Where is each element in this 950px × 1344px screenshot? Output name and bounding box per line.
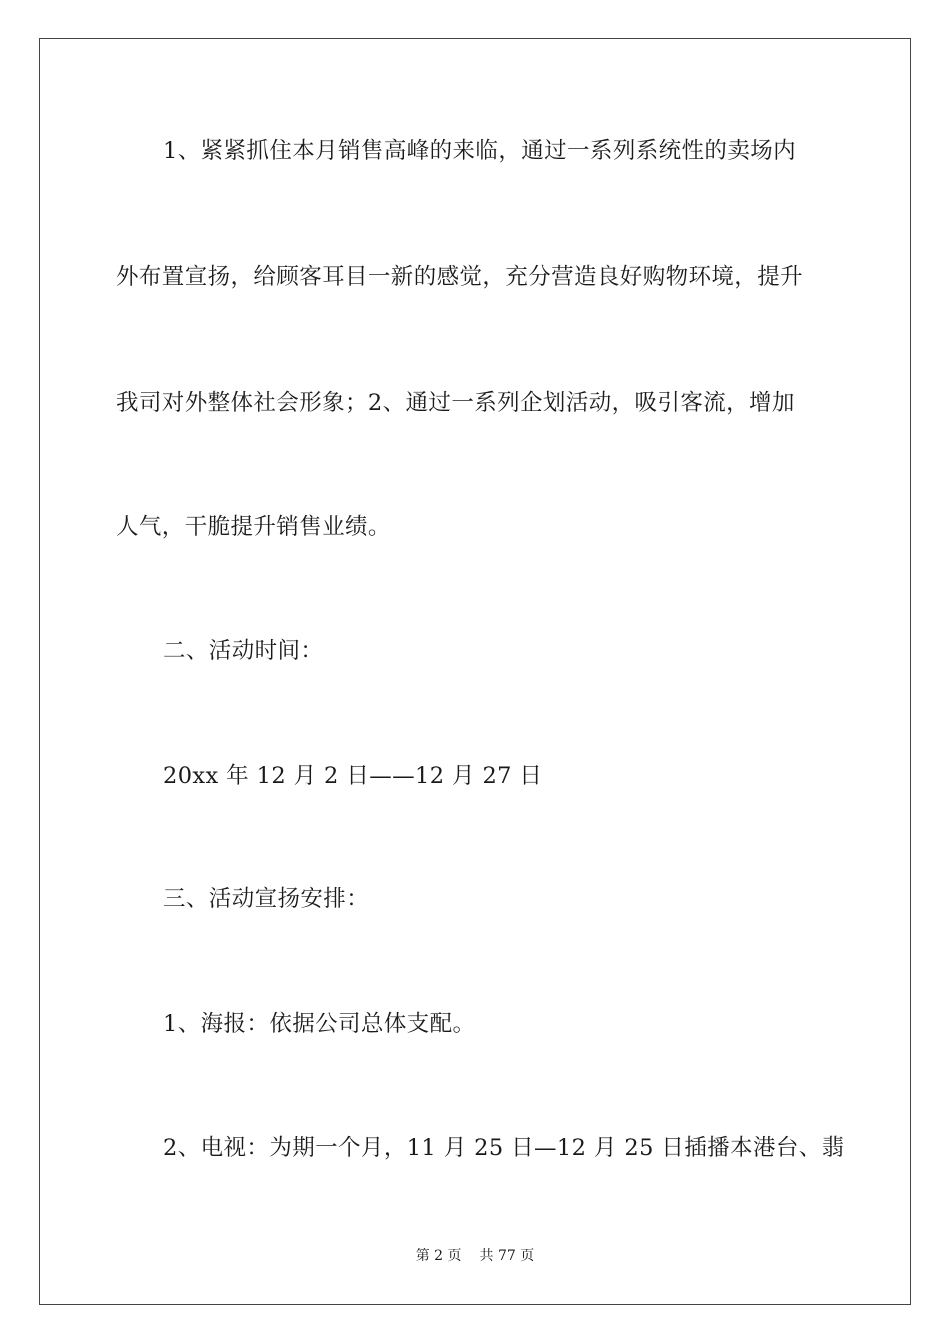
page-border — [39, 38, 911, 1305]
body-line-4: 人气，干脆提升销售业绩。 — [116, 514, 391, 540]
page-number: 第 2 页 — [415, 1248, 462, 1264]
section-heading-time: 二、活动时间： — [163, 638, 324, 664]
page-total: 共 77 页 — [479, 1248, 535, 1264]
promotion-item-tv: 2、电视：为期一个月，11 月 25 日—12 月 25 日插播本港台、翡 — [163, 1135, 845, 1161]
body-line-1: 1、紧紧抓住本月销售高峰的来临，通过一系列系统性的卖场内 — [163, 138, 797, 164]
body-line-3: 我司对外整体社会形象；2、通过一系列企划活动，吸引客流，增加 — [116, 390, 795, 416]
activity-date-range: 20xx 年 12 月 2 日——12 月 27 日 — [163, 763, 543, 789]
body-line-2: 外布置宣扬，给顾客耳目一新的感觉，充分营造良好购物环境，提升 — [116, 264, 804, 290]
section-heading-promotion: 三、活动宣扬安排： — [163, 886, 370, 912]
page-footer — [0, 1247, 950, 1265]
promotion-item-poster: 1、海报：依据公司总体支配。 — [163, 1011, 476, 1037]
